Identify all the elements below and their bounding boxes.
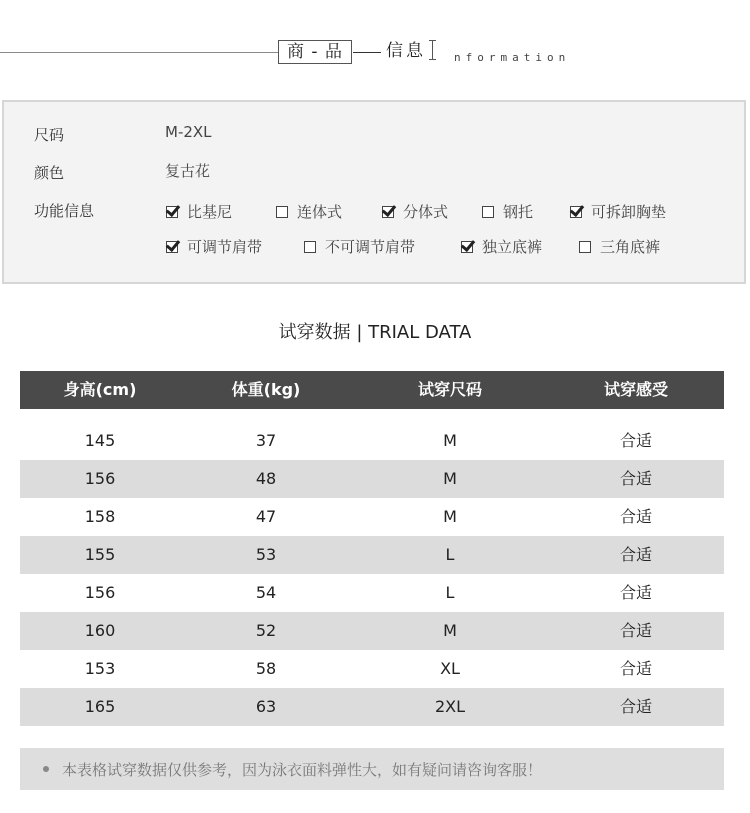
- size-value: M-2XL: [165, 123, 212, 141]
- checkbox-icon: [304, 241, 316, 253]
- text-cursor-icon: [432, 40, 433, 60]
- product-info-panel: [2, 100, 746, 284]
- cell-feeling: 合适: [619, 621, 652, 640]
- cell-size: M: [443, 431, 457, 450]
- color-label: 颜色: [34, 164, 65, 182]
- cell-height: 156: [84, 469, 116, 488]
- checkbox-icon: [166, 206, 178, 218]
- feature-item: [579, 236, 660, 257]
- checkbox-icon: [482, 206, 494, 218]
- feature-text: 比基尼: [187, 203, 233, 221]
- header-divider-left: [0, 52, 278, 53]
- table-row: [20, 574, 724, 612]
- feature-item: [482, 201, 533, 222]
- cell-weight: 47: [255, 507, 277, 526]
- cell-feeling: 合适: [619, 507, 652, 526]
- table-header-row: [20, 371, 724, 409]
- header-title: 信息: [386, 41, 426, 61]
- features-label: 功能信息: [34, 202, 95, 220]
- feature-item: [166, 201, 232, 222]
- cell-feeling: 合适: [619, 431, 652, 450]
- disclaimer-text: 本表格试穿数据仅供参考，因为泳衣面料弹性大，如有疑问请咨询客服！: [62, 760, 543, 779]
- table-row: [20, 460, 724, 498]
- feature-item: [382, 201, 448, 222]
- cell-feeling: 合适: [619, 583, 652, 602]
- checkbox-icon: [382, 206, 394, 218]
- feature-text: 钢托: [503, 203, 534, 221]
- cell-height: 165: [84, 697, 116, 716]
- feature-text: 分体式: [403, 203, 449, 221]
- size-label: 尺码: [34, 126, 65, 144]
- cell-feeling: 合适: [619, 545, 652, 564]
- feature-text: 不可调节肩带: [325, 238, 416, 256]
- cell-weight: 37: [255, 431, 277, 450]
- bullet-dot-icon: [43, 766, 49, 772]
- cell-weight: 52: [255, 621, 277, 640]
- table-row: [20, 612, 724, 650]
- feature-text: 独立底裤: [482, 238, 543, 256]
- header-subtitle: nformation: [454, 51, 571, 64]
- cell-height: 153: [84, 659, 116, 678]
- feature-item: [304, 236, 415, 257]
- table-row: [20, 498, 724, 536]
- cell-height: 156: [84, 583, 116, 602]
- trial-data-title: 试穿数据 | TRIAL DATA: [278, 322, 472, 343]
- cell-height: 145: [84, 431, 116, 450]
- cell-feeling: 合适: [619, 469, 652, 488]
- table-row: [20, 422, 724, 460]
- column-header-size: 试穿尺码: [417, 380, 482, 399]
- header-divider-mid: [353, 52, 381, 53]
- checkbox-icon: [579, 241, 591, 253]
- cell-height: 155: [84, 545, 116, 564]
- cell-size: L: [445, 583, 455, 602]
- table-header-gap: [20, 409, 724, 422]
- cell-size: M: [443, 469, 457, 488]
- disclaimer-note: [20, 748, 724, 790]
- cell-weight: 53: [255, 545, 277, 564]
- feature-item: [570, 201, 666, 222]
- column-header-feeling: 试穿感受: [603, 380, 668, 399]
- trial-data-table: [20, 371, 724, 726]
- cell-size: 2XL: [434, 697, 466, 716]
- checkbox-icon: [461, 241, 473, 253]
- cell-weight: 48: [255, 469, 277, 488]
- cell-height: 158: [84, 507, 116, 526]
- feature-item: [461, 236, 542, 257]
- cell-feeling: 合适: [619, 659, 652, 678]
- cell-feeling: 合适: [619, 697, 652, 716]
- cell-weight: 54: [255, 583, 277, 602]
- cell-size: L: [445, 545, 455, 564]
- table-row: [20, 536, 724, 574]
- cell-size: M: [443, 507, 457, 526]
- cell-height: 160: [84, 621, 116, 640]
- column-header-height: 身高(cm): [63, 380, 137, 399]
- feature-text: 连体式: [297, 203, 343, 221]
- table-row: [20, 650, 724, 688]
- feature-text: 可拆卸胸垫: [591, 203, 667, 221]
- table-row: [20, 688, 724, 726]
- column-header-weight: 体重(kg): [231, 380, 301, 399]
- checkbox-icon: [276, 206, 288, 218]
- feature-text: 可调节肩带: [187, 238, 263, 256]
- color-value: 复古花: [165, 162, 211, 180]
- checkbox-icon: [570, 206, 582, 218]
- cell-size: M: [443, 621, 457, 640]
- section-header: [0, 0, 750, 90]
- cell-weight: 63: [255, 697, 277, 716]
- checkbox-icon: [166, 241, 178, 253]
- cell-weight: 58: [255, 659, 277, 678]
- cell-size: XL: [440, 659, 460, 678]
- feature-item: [276, 201, 342, 222]
- feature-text: 三角底裤: [600, 238, 661, 256]
- feature-item: [166, 236, 262, 257]
- header-boxed-title: 商 - 品: [278, 40, 352, 64]
